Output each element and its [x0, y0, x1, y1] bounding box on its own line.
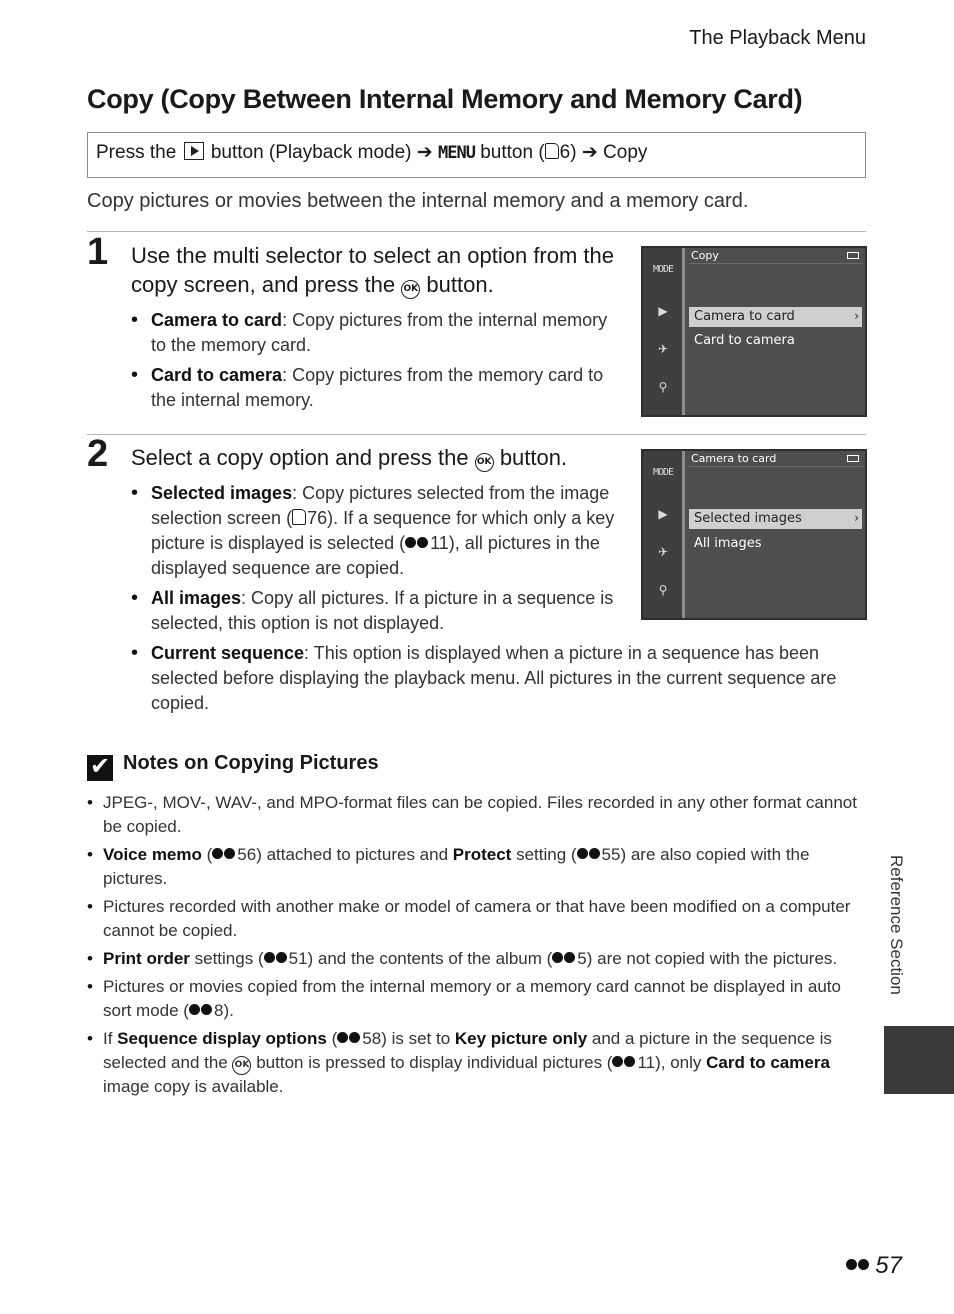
reference-section-icon: [577, 848, 601, 860]
section-tab-text: Reference Section: [887, 855, 906, 995]
list-item: [87, 1027, 867, 1099]
screen-sidebar: [643, 451, 685, 618]
screen-title: Copy: [691, 249, 719, 262]
wrench-icon: ⚲: [658, 380, 668, 394]
list-item: [87, 975, 867, 1023]
reference-section-icon: [189, 1004, 213, 1016]
playback-tab-icon: ▶: [658, 507, 668, 521]
note-bold: Protect: [452, 845, 512, 864]
section-tab-label: [872, 855, 932, 1005]
menu-option-card-to-camera[interactable]: Card to camera: [694, 333, 795, 348]
option-desc: 76). If a sequence for which only a key picture is displayed is selected (: [151, 508, 615, 553]
note-text: Pictures or movies copied from the internal memory or a memory card cannot be displayed in auto sort mode (: [103, 977, 841, 1020]
option-desc: : Copy pictures from the internal memory to the memory card.: [151, 310, 608, 355]
nav-after-menu: button (: [480, 142, 545, 163]
battery-icon: [847, 455, 859, 462]
note-text: 55) are also copied with the pictures.: [103, 845, 810, 888]
note-bold: Key picture only: [454, 1029, 588, 1048]
menu-icon: MENU: [437, 143, 475, 163]
arrow-icon: ➔: [581, 142, 598, 163]
ok-button-icon: OK: [401, 280, 420, 299]
list-item: [87, 947, 867, 971]
playback-icon: [184, 142, 204, 160]
note-text: 11), only: [637, 1053, 707, 1072]
list-item: [131, 481, 621, 581]
wrench-icon: ⚲: [658, 583, 668, 597]
screen-sidebar: [643, 248, 685, 415]
note-text: 8).: [213, 1001, 234, 1020]
section-tab: [884, 1026, 954, 1094]
note-text: image copy is available.: [103, 1077, 284, 1096]
step-number: 1: [87, 231, 109, 273]
note-text: (: [326, 1029, 338, 1048]
list-item: [87, 843, 867, 891]
page-number-text: 57: [875, 1252, 902, 1279]
step-heading: [131, 443, 621, 472]
intro-text: Copy pictures or movies between the internal memory and a memory card.: [87, 190, 749, 212]
arrow-icon: ➔: [416, 142, 433, 163]
menu-option-all-images[interactable]: All images: [694, 536, 762, 551]
nav-ref-page: 6): [559, 142, 577, 163]
playback-tab-icon: ▶: [658, 304, 668, 318]
note-text: 5) are not copied with the pictures.: [577, 949, 838, 968]
option-name: Selected images: [151, 483, 293, 503]
screen-divider: [689, 263, 863, 264]
step-1-bullets: [131, 308, 619, 418]
note-text: (: [201, 845, 213, 864]
menu-option-selected-images[interactable]: Selected images ›: [689, 509, 862, 529]
list-item: [131, 586, 621, 636]
note-text: and a picture in the sequence is selected and the: [103, 1029, 832, 1072]
nav-after-play: button (Playback mode): [210, 142, 412, 163]
camera-screen-camera-to-card: [641, 449, 867, 620]
notes-list: [87, 791, 867, 1103]
reference-section-icon: [337, 1032, 361, 1044]
option-name: All images: [151, 588, 242, 608]
list-item: • Pictures recorded with another make or model of camera or that have been modified on a computer cannot be copied.: [87, 895, 867, 943]
note-text: button is pressed to display individual pictures (: [251, 1053, 613, 1072]
step-2-bullets-a: [131, 481, 621, 641]
step-heading: [131, 241, 621, 299]
list-item: [131, 308, 619, 358]
reference-section-icon: [846, 1259, 874, 1273]
reference-icon: [545, 143, 559, 159]
option-name: Card to camera: [151, 365, 283, 385]
note-text: 51) and the contents of the album (: [288, 949, 553, 968]
reference-section-icon: [552, 952, 576, 964]
step-heading-text: Use the multi selector to select an option from the copy screen, and press the: [131, 243, 615, 297]
step-number: 2: [87, 433, 109, 475]
ok-button-icon: OK: [475, 453, 494, 472]
check-icon: ✔: [87, 755, 113, 781]
reference-section-icon: [612, 1056, 636, 1068]
option-name: Camera to card: [151, 310, 283, 330]
option-desc: : Copy pictures selected from the image selection screen (: [151, 483, 610, 528]
menu-path-box: [87, 132, 866, 178]
camera-screen-copy: [641, 246, 867, 417]
note-text: settings (: [189, 949, 264, 968]
note-bold: Print order: [103, 949, 190, 968]
option-desc: : Copy pictures from the memory card to the internal memory.: [151, 365, 604, 410]
screen-divider: [689, 466, 863, 467]
divider: [87, 434, 866, 435]
running-header: The Playback Menu: [689, 27, 866, 49]
satellite-icon: ✈: [657, 545, 669, 559]
note-text: 58) is set to: [362, 1029, 455, 1048]
page-number: [846, 1252, 902, 1280]
ok-button-icon: OK: [232, 1056, 251, 1075]
note-bold: Voice memo: [103, 845, 202, 864]
reference-icon: [292, 509, 306, 525]
note-text: setting (: [511, 845, 577, 864]
list-item: [131, 641, 871, 716]
option-desc: : Copy all pictures. If a picture in a sequence is selected, this option is not displayed.: [151, 588, 614, 633]
list-item: [131, 363, 619, 413]
step-heading-text: Select a copy option and press the: [131, 445, 469, 470]
screen-title: Camera to card: [691, 452, 777, 465]
reference-section-icon: [264, 952, 288, 964]
notes-heading: [87, 752, 379, 781]
page-title: Copy (Copy Between Internal Memory and Memory Card): [87, 84, 803, 114]
nav-press: Press the: [96, 142, 177, 163]
nav-final: Copy: [603, 142, 648, 163]
option-name: Current sequence: [151, 643, 305, 663]
notes-heading-text: Notes on Copying Pictures: [123, 752, 379, 774]
note-text: If: [103, 1029, 118, 1048]
note-bold: Sequence display options: [117, 1029, 327, 1048]
note-text: 56) attached to pictures and: [237, 845, 453, 864]
mode-icon: MODE: [652, 467, 674, 478]
satellite-icon: ✈: [657, 342, 669, 356]
mode-icon: MODE: [652, 264, 674, 275]
menu-option-camera-to-card[interactable]: Camera to card ›: [689, 307, 862, 327]
battery-icon: [847, 252, 859, 259]
reference-section-icon: [405, 537, 429, 549]
option-desc: : This option is displayed when a picture in a sequence has been selected before displaying the playback menu. All pictures in the current sequence are copied.: [151, 643, 837, 713]
divider: [87, 231, 866, 232]
step-2-bullets-b: [131, 641, 871, 721]
step-heading-text: button.: [426, 272, 494, 297]
option-desc: 11), all pictures in the displayed sequence are copied.: [151, 533, 600, 578]
list-item: • JPEG-, MOV-, WAV-, and MPO-format files can be copied. Files recorded in any other format cannot be copied.: [87, 791, 867, 839]
note-bold: Card to camera: [706, 1053, 830, 1072]
step-heading-text: button.: [499, 445, 568, 470]
reference-section-icon: [212, 848, 236, 860]
